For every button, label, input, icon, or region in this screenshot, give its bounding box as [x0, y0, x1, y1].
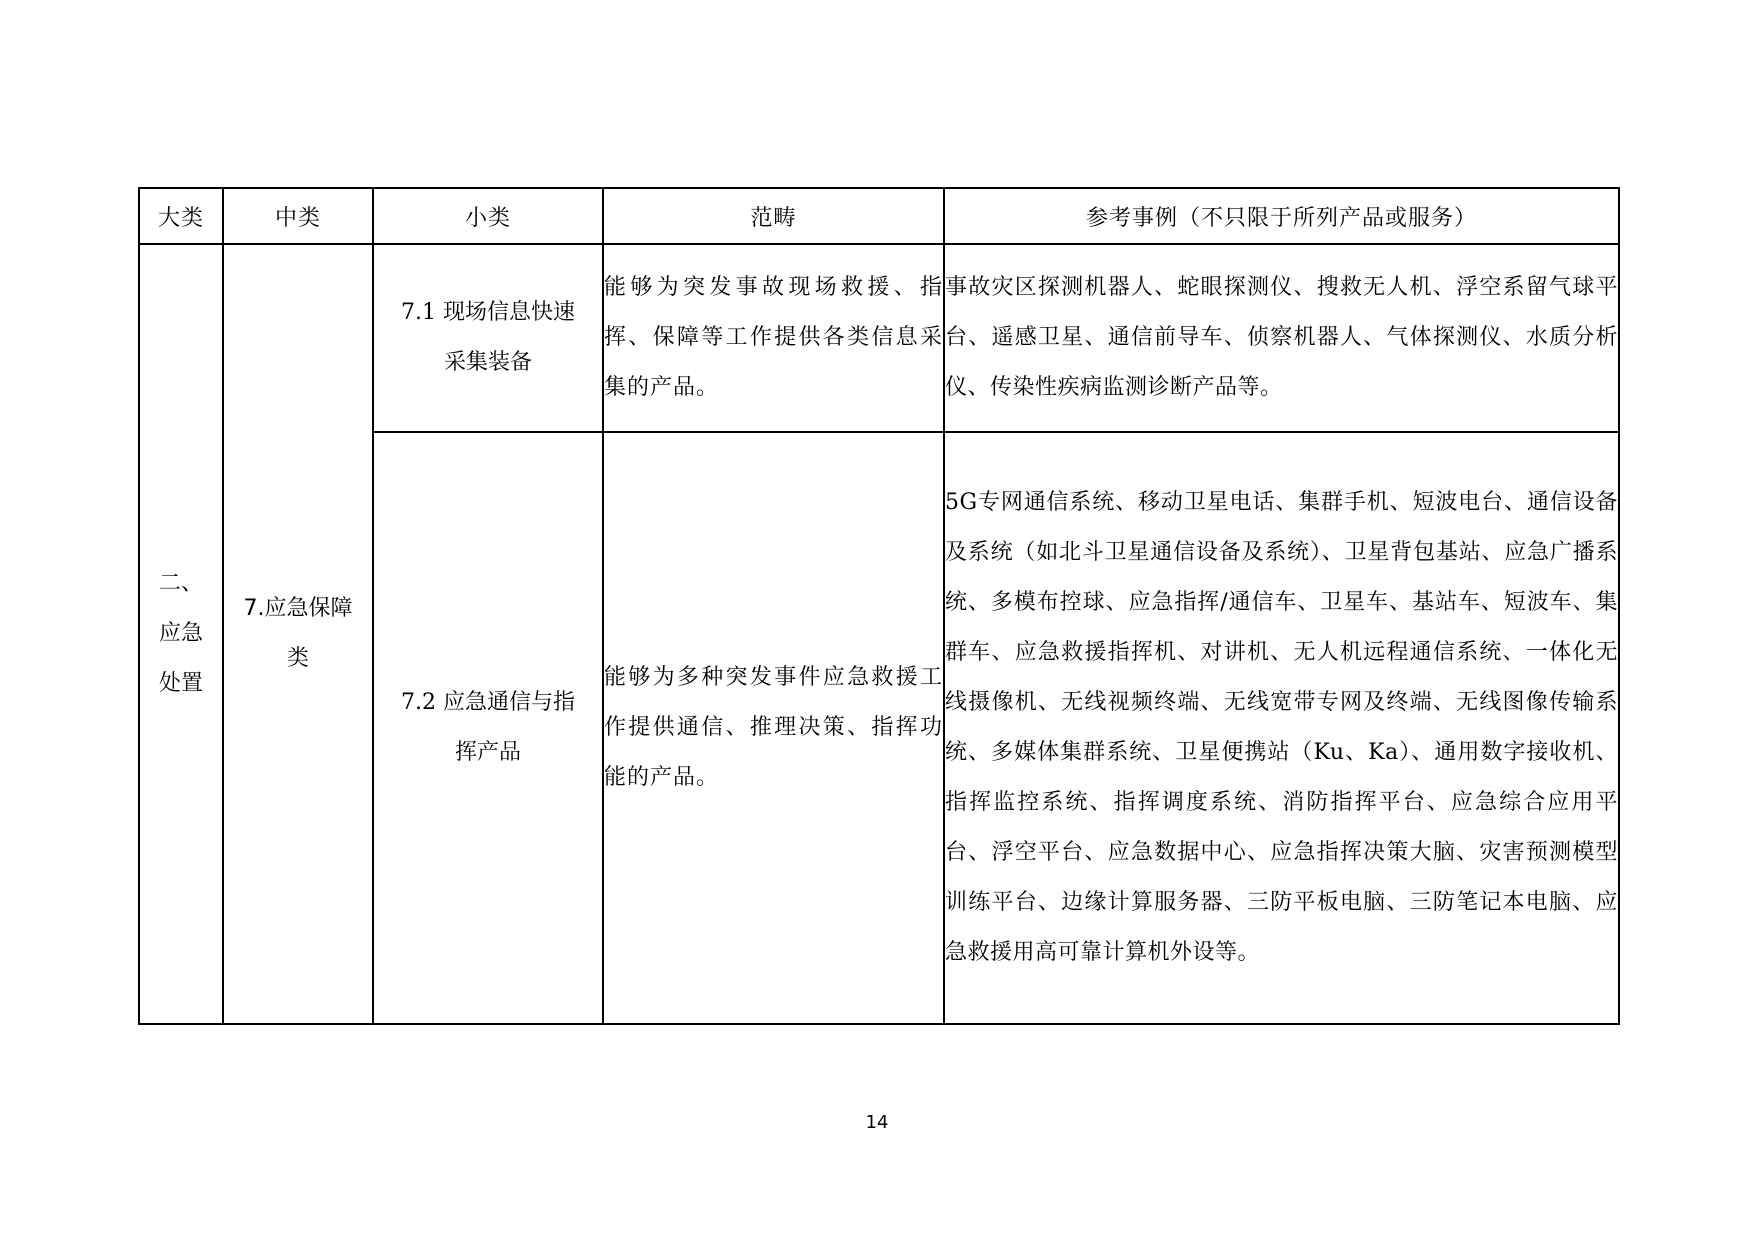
minor-category-line: 7.1 现场信息快速 — [401, 300, 575, 325]
major-category-cell — [139, 244, 223, 1024]
header-reference-examples: 参考事例（不只限于所列产品或服务） — [944, 188, 1619, 244]
scope-cell: 能够为突发事故现场救援、指挥、保障等工作提供各类信息采集的产品。 — [603, 244, 944, 432]
examples-cell: 事故灾区探测机器人、蛇眼探测仪、搜救无人机、浮空系留气球平台、遥感卫星、通信前导车、侦察机器人、气体探测仪、水质分析仪、传染性疾病监测诊断产品等。 — [944, 244, 1619, 432]
major-category-line: 二、 — [158, 571, 203, 596]
major-category-line: 处置 — [158, 671, 203, 696]
header-scope: 范畴 — [603, 188, 944, 244]
table-row — [139, 244, 1619, 432]
minor-category-line: 挥产品 — [454, 740, 521, 765]
header-minor-category: 小类 — [373, 188, 603, 244]
table-header-row — [139, 188, 1619, 244]
examples-cell: 5G专网通信系统、移动卫星电话、集群手机、短波电台、通信设备及系统（如北斗卫星通信设备及系统）、卫星背包基站、应急广播系统、多模布控球、应急指挥/通信车、卫星车、基站车、短波车、集群车、应急救援指挥机、对讲机、无人机远程通信系统、一体化无线摄像机、无线视频终端、无线宽带专网及终端、无线图像传输系统、多媒体集群系统、卫星便携站（Ku、Ka）、通用数字接收机、指挥监控系统、指挥调度系统、消防指挥平台、应急综合应用平台、浮空平台、应急数据中心、应急指挥决策大脑、灾害预测模型训练平台、边缘计算服务器、三防平板电脑、三防笔记本电脑、应急救援用高可靠计算机外设等。 — [944, 432, 1619, 1024]
mid-category-line: 类 — [286, 646, 309, 671]
header-mid-category: 中类 — [223, 188, 373, 244]
category-table — [138, 187, 1620, 1025]
minor-category-line: 7.2 应急通信与指 — [401, 690, 575, 715]
minor-category-line: 采集装备 — [443, 350, 532, 375]
major-category-line: 应急 — [158, 621, 203, 646]
page-number: 14 — [865, 1112, 889, 1133]
scope-cell: 能够为多种突发事件应急救援工作提供通信、推理决策、指挥功能的产品。 — [603, 432, 944, 1024]
minor-category-cell — [373, 432, 603, 1024]
mid-category-line: 7.应急保障 — [243, 596, 353, 621]
mid-category-cell — [223, 244, 373, 1024]
minor-category-cell — [373, 244, 603, 432]
header-major-category: 大类 — [139, 188, 223, 244]
